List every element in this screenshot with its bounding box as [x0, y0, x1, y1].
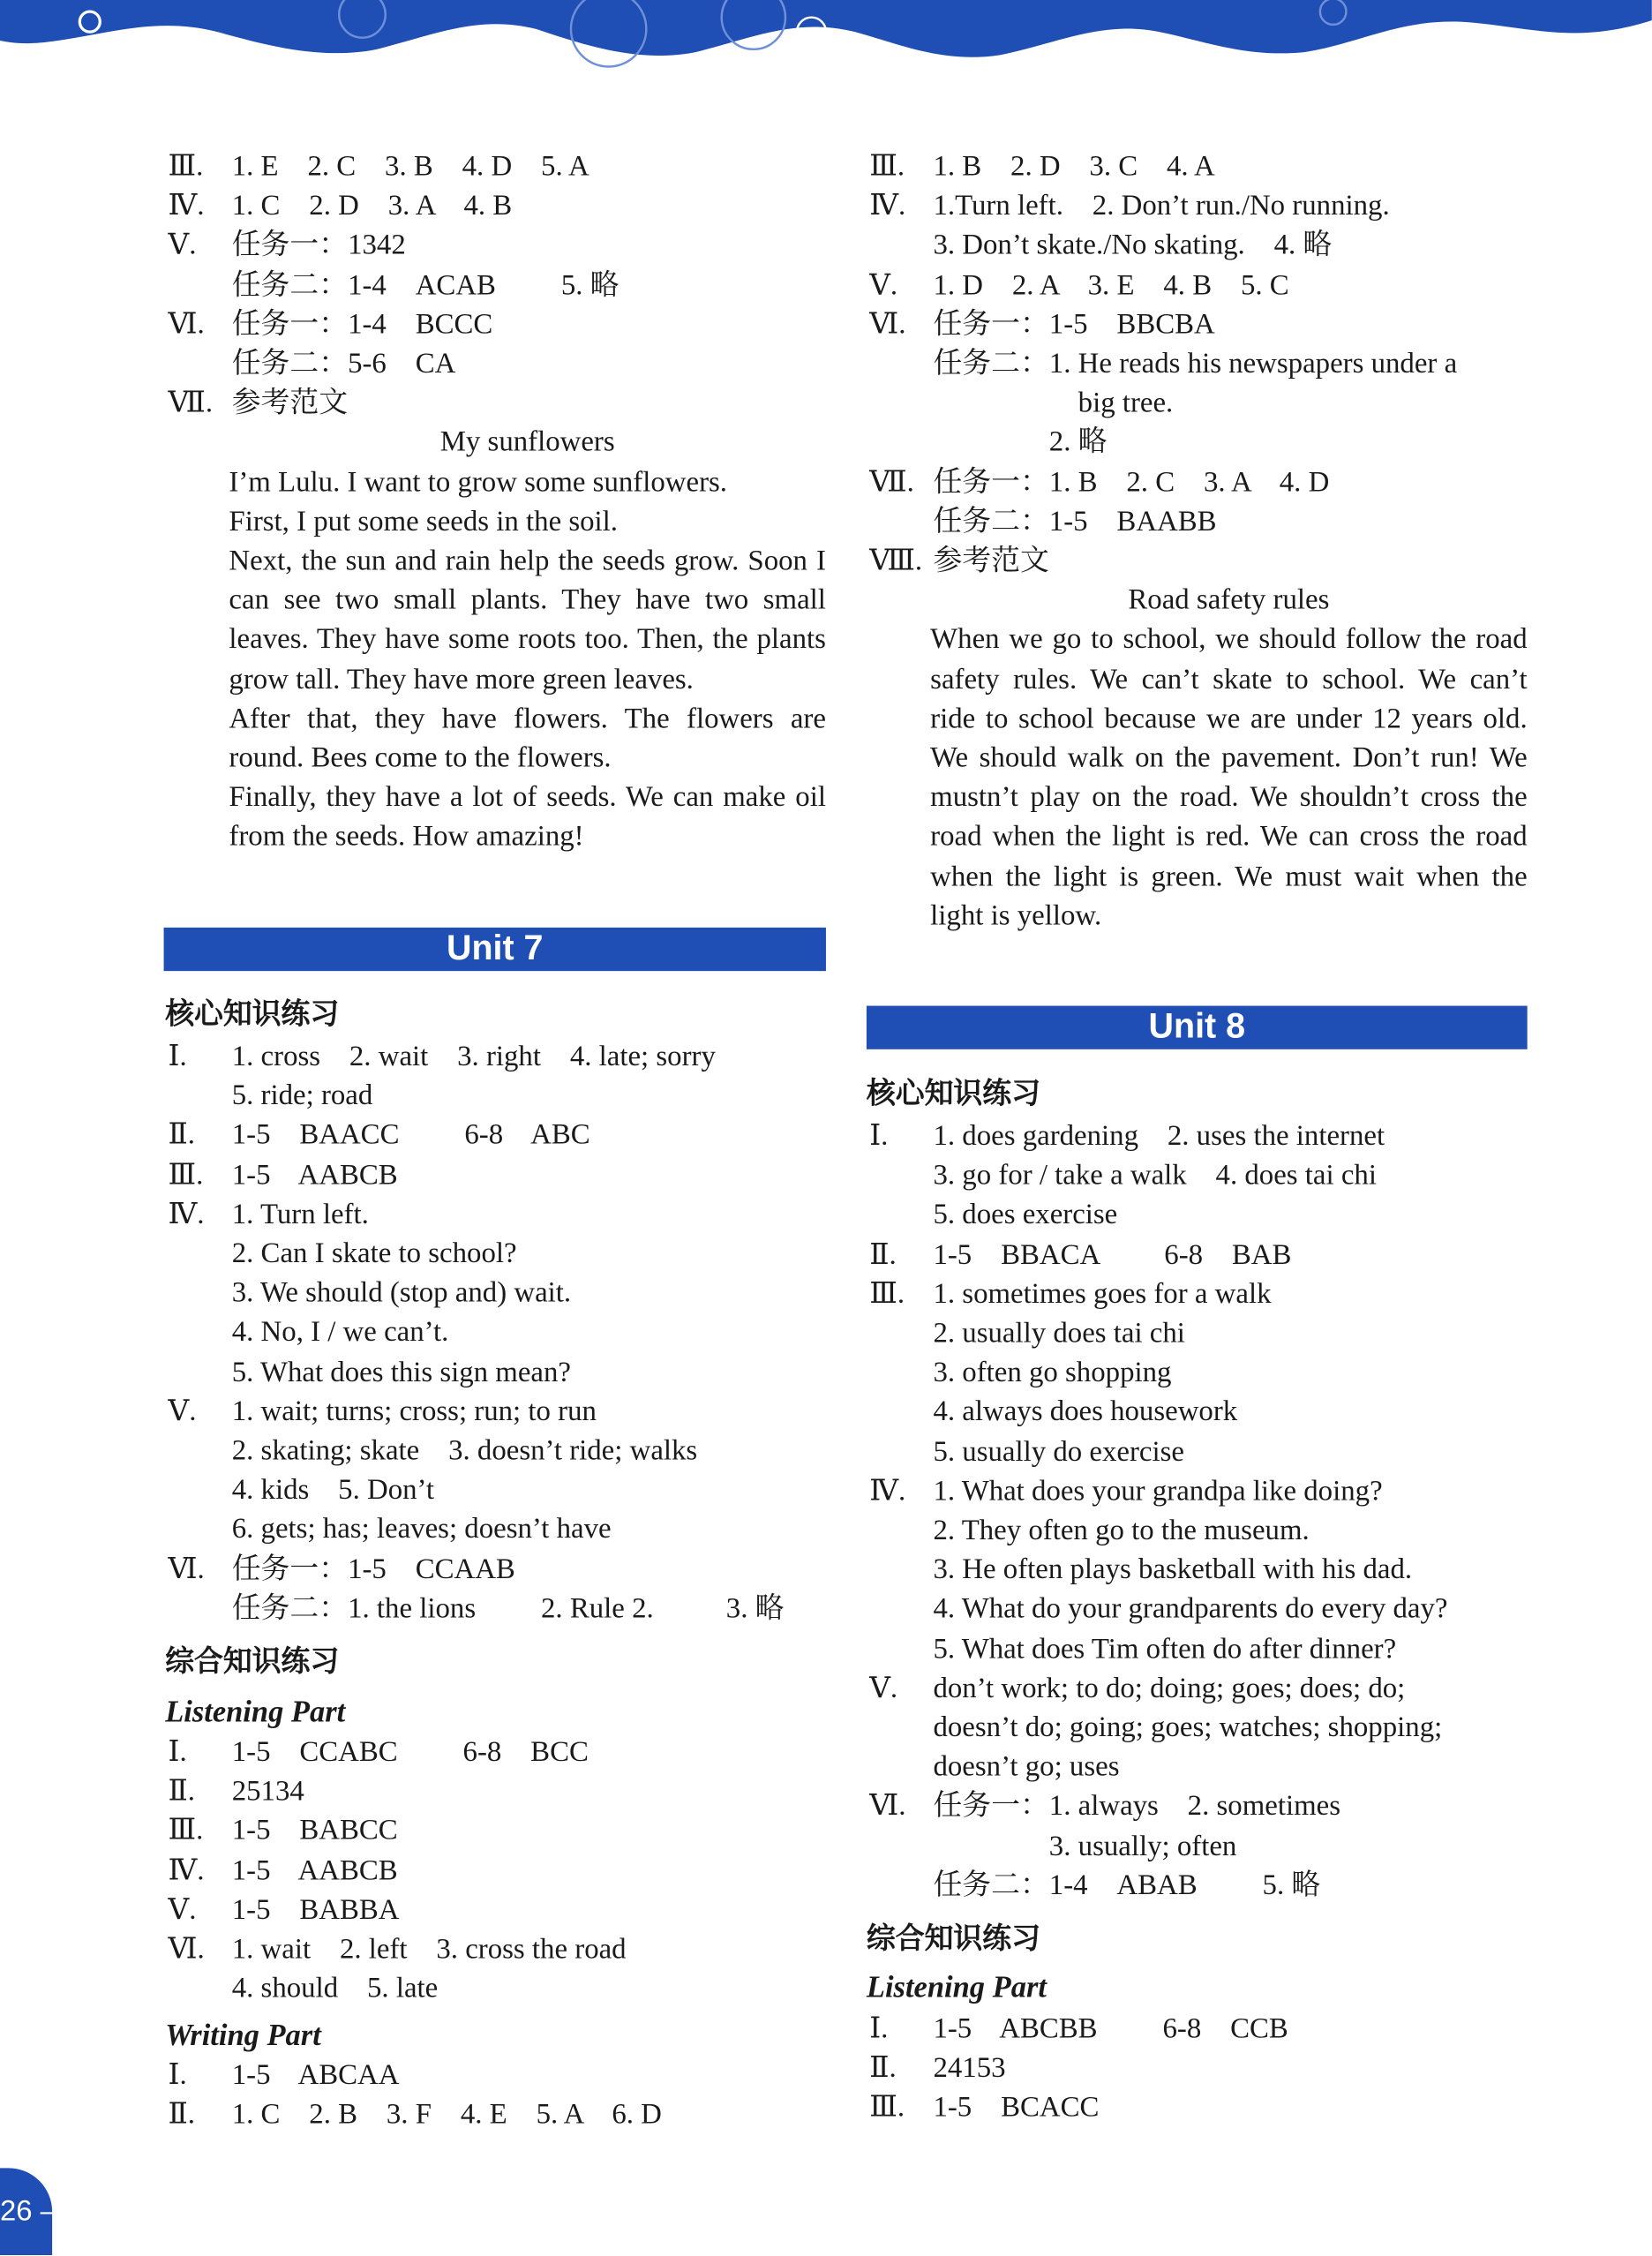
item-answer: 24153 — [933, 2052, 1006, 2085]
right-part1-line — [869, 305, 1215, 344]
right-core-line — [869, 1709, 1442, 1748]
item-answer: 4. should 5. late — [231, 1973, 439, 2005]
core-practice-heading: 核心知识练习 — [866, 1075, 1040, 1110]
right-part1-line — [869, 502, 1216, 541]
item-answer: doesn’t go; uses — [933, 1750, 1120, 1783]
right-core-line — [869, 1157, 1377, 1196]
item-number: Ⅲ. — [869, 150, 905, 183]
left-part1-line — [168, 384, 348, 423]
item-number: Ⅰ. — [168, 1736, 187, 1769]
right-part1-line — [869, 424, 1107, 462]
item-answer: 参考范文 — [933, 545, 1049, 577]
left-core-line — [168, 1038, 715, 1077]
right-core-line — [869, 1669, 1405, 1708]
item-answer: 3. We should (stop and) wait. — [231, 1276, 572, 1310]
left-core-line — [168, 1432, 697, 1470]
item-answer: 1-5 BAACC 6-8 ABC — [231, 1119, 590, 1152]
right-part1-line — [869, 345, 1457, 384]
right-core-line — [869, 1827, 1236, 1866]
right-core-line — [869, 1394, 1237, 1433]
item-number: Ⅱ. — [168, 2098, 196, 2132]
item-answer: 1-5 ABCBB 6-8 CCB — [933, 2012, 1288, 2045]
right-core-line — [869, 1630, 1396, 1669]
right-core-line — [869, 1551, 1412, 1590]
left-writing-line — [168, 2057, 399, 2095]
item-number: Ⅴ. — [168, 1395, 197, 1428]
item-answer: 任务一：1-4 BCCC — [231, 308, 493, 341]
comprehensive-practice-heading: 综合知识练习 — [165, 1643, 340, 1679]
item-answer: 2. They often go to the museum. — [933, 1514, 1310, 1547]
item-answer: 4. always does housework — [933, 1395, 1238, 1429]
item-number: Ⅱ. — [869, 1238, 897, 1271]
item-answer: 2. skating; skate 3. doesn’t ride; walks — [231, 1434, 698, 1467]
right-part1-line — [869, 147, 1215, 186]
item-number: Ⅶ. — [168, 387, 214, 419]
item-answer: 任务一：1-5 BBCBA — [933, 308, 1215, 341]
item-answer: 5. What does Tim often do after dinner? — [933, 1632, 1397, 1665]
item-answer: 1. wait 2. left 3. cross the road — [231, 1933, 627, 1966]
item-answer: 1. E 2. C 3. B 4. D 5. A — [231, 150, 589, 183]
left-part1-line — [168, 345, 455, 384]
left-listening-line — [168, 1891, 399, 1929]
item-answer: 5. ride; road — [231, 1079, 373, 1112]
item-answer: 3. usually; often — [933, 1830, 1237, 1862]
item-number: Ⅴ. — [869, 1672, 898, 1704]
item-answer: 1. sometimes goes for a walk — [933, 1277, 1272, 1311]
item-number: Ⅲ. — [869, 2092, 905, 2124]
right-listening-line — [869, 2010, 1288, 2049]
left-core-line — [168, 1117, 589, 1155]
item-answer: 任务二：1. the lions 2. Rule 2. 3. 略 — [231, 1592, 785, 1625]
left-core-line — [168, 1156, 397, 1195]
essay-paragraph: After that, they have flowers. The flowers are round. Bees come to the flowers. — [229, 703, 826, 774]
item-answer: 2. 略 — [933, 426, 1108, 459]
item-answer: 1. Turn left. — [231, 1198, 369, 1230]
item-number: Ⅲ. — [168, 1815, 204, 1847]
unit-7-header: Unit 7 — [164, 928, 826, 971]
essay-body — [229, 463, 826, 858]
right-listening-line — [869, 2089, 1099, 2128]
item-number: Ⅴ. — [869, 268, 898, 301]
item-number: Ⅵ. — [869, 308, 906, 341]
item-answer: 3. He often plays basketball with his dad. — [933, 1553, 1413, 1586]
right-part1-line — [869, 266, 1288, 305]
item-answer: big tree. — [933, 387, 1174, 419]
item-number: Ⅰ. — [869, 1120, 889, 1153]
item-answer: 1-5 ABCAA — [231, 2059, 400, 2092]
core-practice-heading: 核心知识练习 — [165, 996, 340, 1031]
left-part1-line — [168, 187, 512, 226]
item-answer: 1. does gardening 2. uses the internet — [933, 1120, 1385, 1153]
right-core-line — [869, 1472, 1382, 1511]
item-answer: 25134 — [231, 1775, 304, 1808]
listening-part-heading: Listening Part — [165, 1694, 346, 1729]
right-core-line — [869, 1196, 1117, 1235]
right-core-line — [869, 1275, 1271, 1314]
item-number: Ⅱ. — [168, 1775, 196, 1808]
right-core-line — [869, 1433, 1184, 1471]
left-core-line — [168, 1275, 571, 1313]
item-number: Ⅳ. — [168, 1854, 205, 1887]
item-answer: 1. C 2. D 3. A 4. B — [231, 190, 513, 222]
essay-paragraph: Next, the sun and rain help the seeds grow. Soon I can see two small plants. They have two small leaves. They have some roots too. Then, the plants grow tall. They have more green leaves. — [229, 545, 826, 696]
item-answer: 1.Turn left. 2. Don’t run./No running. — [933, 190, 1390, 222]
right-core-line — [869, 1236, 1291, 1275]
right-part1-line — [869, 227, 1332, 266]
item-number: Ⅴ. — [168, 229, 197, 262]
item-answer: 1. C 2. B 3. F 4. E 5. A 6. D — [231, 2098, 662, 2132]
item-answer: 任务一：1-5 CCAAB — [231, 1553, 515, 1585]
item-answer: 5. does exercise — [933, 1199, 1118, 1231]
item-number: Ⅵ. — [869, 1790, 906, 1823]
item-answer: doesn’t do; going; goes; watches; shopping; — [933, 1711, 1443, 1744]
item-number: Ⅲ. — [869, 1277, 905, 1311]
left-part1-line — [168, 305, 492, 344]
left-core-line — [168, 1353, 571, 1392]
item-answer: 1. What does your grandpa like doing? — [933, 1475, 1383, 1508]
item-answer: 任务二：1. He reads his newspapers under a — [933, 348, 1458, 380]
item-answer: 任务二：1-5 BAABB — [933, 505, 1217, 538]
item-answer: 1-5 AABCB — [231, 1854, 398, 1887]
left-core-line — [168, 1077, 372, 1116]
listening-part-heading: Listening Part — [866, 1969, 1047, 2004]
left-core-line — [168, 1393, 596, 1432]
item-answer: 2. usually does tai chi — [933, 1317, 1185, 1350]
item-number: Ⅶ. — [869, 466, 914, 499]
item-answer: 1. cross 2. wait 3. right 4. late; sorry — [231, 1040, 716, 1073]
item-number: Ⅴ. — [168, 1893, 197, 1926]
writing-part-heading: Writing Part — [165, 2017, 321, 2053]
item-answer: don’t work; to do; doing; goes; does; do; — [933, 1672, 1406, 1704]
left-part1-line — [168, 266, 619, 305]
left-core-line — [168, 1313, 448, 1352]
item-answer: 4. What do your grandparents do every day? — [933, 1593, 1448, 1626]
left-core-line — [168, 1511, 611, 1550]
item-answer: 3. go for / take a walk 4. does tai chi — [933, 1159, 1377, 1192]
item-answer: 1-5 BABBA — [231, 1893, 400, 1926]
item-number: Ⅰ. — [168, 1040, 187, 1073]
item-number: Ⅱ. — [869, 2052, 897, 2085]
item-answer: 1. wait; turns; cross; run; to run — [231, 1395, 597, 1428]
comprehensive-practice-heading: 综合知识练习 — [866, 1920, 1040, 1956]
left-core-line — [168, 1590, 784, 1628]
item-answer: 1. B 2. D 3. C 4. A — [933, 150, 1215, 183]
essay-title: Road safety rules — [1128, 584, 1330, 617]
right-core-line — [869, 1314, 1185, 1353]
item-number: Ⅰ. — [869, 2012, 889, 2045]
right-part1-line — [869, 463, 1329, 502]
item-answer: 任务二：5-6 CA — [231, 348, 456, 380]
essay-body: When we go to school, we should follow the road safety rules. We can’t skate to school. We can’t ride to school because we are under 12 years old. We should walk on the pavement. Don’t run! We mustn’t play on the road. We shouldn’t cross the road when the light is red. We can cross the road when the light is green. We must wait when the light is yellow. — [930, 623, 1528, 932]
item-number: Ⅱ. — [168, 1119, 196, 1152]
essay-paragraph: Finally, they have a lot of seeds. We can make oil from the seeds. How amazing! — [229, 781, 826, 854]
item-answer: 1-5 BABCC — [231, 1815, 398, 1847]
right-listening-line — [869, 2049, 1005, 2088]
item-number: Ⅳ. — [168, 190, 205, 222]
item-number: Ⅲ. — [168, 1158, 204, 1192]
item-number: Ⅰ. — [168, 2059, 187, 2092]
left-part1-line — [168, 227, 405, 266]
item-answer: 任务一：1342 — [231, 229, 406, 262]
item-answer: 参考范文 — [231, 387, 349, 419]
item-answer: 任务一：1. always 2. sometimes — [933, 1790, 1341, 1823]
right-core-line — [869, 1590, 1447, 1629]
left-listening-line — [168, 1930, 626, 1969]
header-wave-decoration — [0, 0, 1652, 87]
item-answer: 1. D 2. A 3. E 4. B 5. C — [933, 268, 1289, 301]
left-writing-line — [168, 2096, 661, 2135]
item-number: Ⅷ. — [869, 545, 923, 577]
right-core-line — [869, 1867, 1320, 1906]
left-core-line — [168, 1235, 516, 1274]
left-listening-line — [168, 1852, 397, 1891]
left-core-line — [168, 1550, 514, 1589]
item-answer: 1-5 AABCB — [231, 1158, 398, 1192]
right-part1-line — [869, 187, 1389, 226]
item-number: Ⅵ. — [168, 1553, 205, 1585]
left-listening-line — [168, 1733, 588, 1772]
item-answer: 5. usually do exercise — [933, 1435, 1184, 1468]
page-number: 26 – — [0, 2195, 56, 2228]
right-part1-line — [869, 384, 1173, 423]
item-answer: 1-5 CCABC 6-8 BCC — [231, 1736, 589, 1769]
right-core-line — [869, 1748, 1119, 1787]
item-answer: 2. Can I skate to school? — [231, 1237, 517, 1270]
item-number: Ⅳ. — [869, 1475, 906, 1508]
right-core-line — [869, 1787, 1340, 1826]
item-answer: 3. Don’t skate./No skating. 4. 略 — [933, 229, 1333, 262]
left-part1-line — [168, 147, 589, 186]
item-answer: 任务二：1-4 ABAB 5. 略 — [933, 1869, 1321, 1901]
right-core-line — [869, 1512, 1310, 1551]
left-listening-line — [168, 1772, 304, 1811]
item-answer: 4. No, I / we can’t. — [231, 1316, 449, 1349]
item-answer: 5. What does this sign mean? — [231, 1356, 572, 1388]
item-number: Ⅳ. — [168, 1198, 205, 1230]
item-answer: 6. gets; has; leaves; doesn’t have — [231, 1513, 612, 1546]
left-core-line — [168, 1471, 434, 1510]
essay-paragraph: I’m Lulu. I want to grow some sunflowers. — [229, 466, 728, 499]
essay-title: My sunflowers — [439, 426, 615, 459]
item-number: Ⅳ. — [869, 190, 906, 222]
left-core-line — [168, 1195, 368, 1234]
item-answer: 任务一：1. B 2. C 3. A 4. D — [933, 466, 1330, 499]
item-number: Ⅲ. — [168, 150, 204, 183]
essay-paragraph: First, I put some seeds in the soil. — [229, 505, 619, 538]
item-answer: 3. often go shopping — [933, 1357, 1172, 1389]
item-answer: 4. kids 5. Don’t — [231, 1474, 435, 1507]
left-listening-line — [168, 1970, 438, 2009]
right-part1-line — [869, 542, 1049, 581]
right-core-line — [869, 1354, 1171, 1393]
item-answer: 1-5 BCACC — [933, 2092, 1100, 2124]
item-number: Ⅵ. — [168, 308, 205, 341]
item-answer: 任务二：1-4 ACAB 5. 略 — [231, 268, 620, 301]
right-core-line — [869, 1117, 1385, 1156]
left-listening-line — [168, 1812, 397, 1851]
unit-8-header: Unit 8 — [867, 1006, 1528, 1049]
item-answer: 1-5 BBACA 6-8 BAB — [933, 1238, 1292, 1271]
item-number: Ⅵ. — [168, 1933, 205, 1966]
